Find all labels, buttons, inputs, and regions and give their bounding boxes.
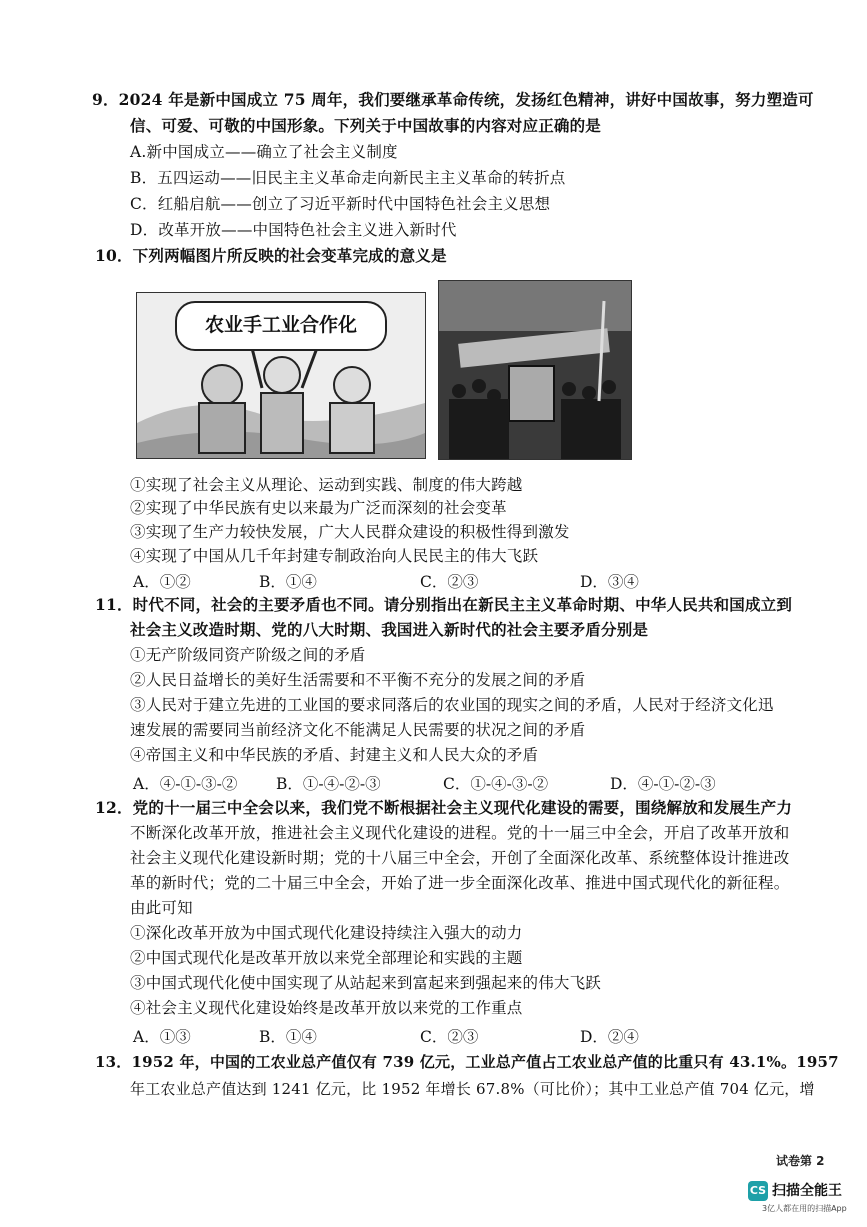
q10-option-b: B．①④ bbox=[259, 573, 317, 591]
q12-stem-line3: 社会主义现代化建设新时期；党的十八届三中全会，开创了全面深化改革、系统整体设计推进改 bbox=[130, 849, 790, 867]
q9-option-d: D．改革开放——中国特色社会主义进入新时代 bbox=[130, 221, 457, 239]
q13-stem-line1: 13．1952 年，中国的工农业总产值仅有 739 亿元，工业总产值占工农业总产值的比重只有 43.1%。1957 bbox=[95, 1053, 839, 1071]
q11-stem-line1: 11．时代不同，社会的主要矛盾也不同。请分别指出在新民主主义革命时期、中华人民共和国成立到 bbox=[95, 595, 793, 614]
q12-option-d: D．②④ bbox=[580, 1028, 639, 1046]
q9-option-c: C．红船启航——创立了习近平新时代中国特色社会主义思想 bbox=[130, 195, 551, 213]
q12-statement-4: ④社会主义现代化建设始终是改革开放以来党的工作重点 bbox=[130, 999, 523, 1017]
q12-stem-line2: 不断深化改革开放，推进社会主义现代化建设的进程。党的十一届三中全会，开启了改革开放和 bbox=[130, 824, 790, 842]
q12-option-b: B．①④ bbox=[259, 1028, 317, 1046]
q12-statement-3: ③中国式现代化使中国实现了从站起来到富起来到强起来的伟大飞跃 bbox=[130, 974, 602, 992]
q10-statement-1: ①实现了社会主义从理论、运动到实践、制度的伟大跨越 bbox=[130, 476, 523, 494]
q11-option-b: B．①-④-②-③ bbox=[276, 775, 381, 793]
q10-option-a: A．①② bbox=[133, 573, 191, 591]
q10-option-d: D．③④ bbox=[580, 573, 639, 591]
q12-stem-line5: 由此可知 bbox=[130, 899, 193, 917]
q12-option-c: C．②③ bbox=[420, 1028, 479, 1046]
q10-statement-3: ③实现了生产力较快发展，广大人民群众建设的积极性得到激发 bbox=[130, 523, 570, 541]
q11-statement-3b: 速发展的需要同当前经济文化不能满足人民需要的状况之间的矛盾 bbox=[130, 721, 586, 739]
q12-stem-line1: 12．党的十一届三中全会以来，我们党不断根据社会主义现代化建设的需要，围绕解放和发展生产力 bbox=[95, 798, 793, 817]
q13-stem-line2: 年工农业总产值达到 1241 亿元，比 1952 年增长 67.8%（可比价）；其中工业总产值 704 亿元，增 bbox=[130, 1080, 815, 1098]
q11-statement-4: ④帝国主义和中华民族的矛盾、封建主义和人民大众的矛盾 bbox=[130, 746, 539, 764]
q9-option-b: B．五四运动——旧民主主义革命走向新民主主义革命的转折点 bbox=[130, 169, 566, 187]
q11-statement-2: ②人民日益增长的美好生活需要和不平衡不充分的发展之间的矛盾 bbox=[130, 671, 586, 689]
q11-stem-line2: 社会主义改造时期、党的八大时期、我国进入新时代的社会主要矛盾分别是 bbox=[130, 620, 649, 639]
q10-statement-2: ②实现了中华民族有史以来最为广泛而深刻的社会变革 bbox=[130, 499, 507, 517]
parade-drawing bbox=[439, 281, 631, 459]
q11-statement-1: ①无产阶级同资产阶级之间的矛盾 bbox=[130, 646, 366, 664]
q11-option-a: A．④-①-③-② bbox=[133, 775, 238, 793]
poster-banner: 农业手工业合作化 bbox=[175, 301, 387, 351]
q12-stem-line4: 革的新时代；党的二十届三中全会，开始了进一步全面深化改革、推进中国式现代化的新征程。 bbox=[130, 874, 790, 892]
q9-option-a: A.新中国成立——确立了社会主义制度 bbox=[130, 143, 398, 161]
q12-option-a: A．①③ bbox=[133, 1028, 191, 1046]
q10-stem: 10．下列两幅图片所反映的社会变革完成的意义是 bbox=[95, 246, 447, 265]
q12-statement-1: ①深化改革开放为中国式现代化建设持续注入强大的动力 bbox=[130, 924, 523, 942]
parade-photo-image bbox=[438, 280, 632, 460]
app-name: 扫描全能王 bbox=[772, 1183, 842, 1199]
q12-statement-2: ②中国式现代化是改革开放以来党全部理论和实践的主题 bbox=[130, 949, 523, 967]
page-corner-label: 试卷第 2 bbox=[776, 1154, 825, 1168]
camscanner-logo-icon: CS bbox=[748, 1181, 768, 1201]
q11-option-c: C．①-④-③-② bbox=[443, 775, 549, 793]
q11-statement-3a: ③人民对于建立先进的工业国的要求同落后的农业国的现实之间的矛盾，人民对于经济文化迅 bbox=[130, 696, 774, 714]
q9-stem-line2: 信、可爱、可敬的中国形象。下列关于中国故事的内容对应正确的是 bbox=[130, 116, 602, 135]
q10-option-c: C．②③ bbox=[420, 573, 479, 591]
cooperative-poster-image bbox=[136, 292, 426, 459]
q11-option-d: D．④-①-②-③ bbox=[610, 775, 716, 793]
q10-statement-4: ④实现了中国从几千年封建专制政治向人民民主的伟大飞跃 bbox=[130, 547, 539, 565]
q9-stem-line1: 9．2024 年是新中国成立 75 周年，我们要继承革命传统，发扬红色精神，讲好中国故事，努力塑造可 bbox=[92, 90, 814, 109]
app-tagline: 3亿人都在用的扫描App bbox=[762, 1204, 847, 1213]
